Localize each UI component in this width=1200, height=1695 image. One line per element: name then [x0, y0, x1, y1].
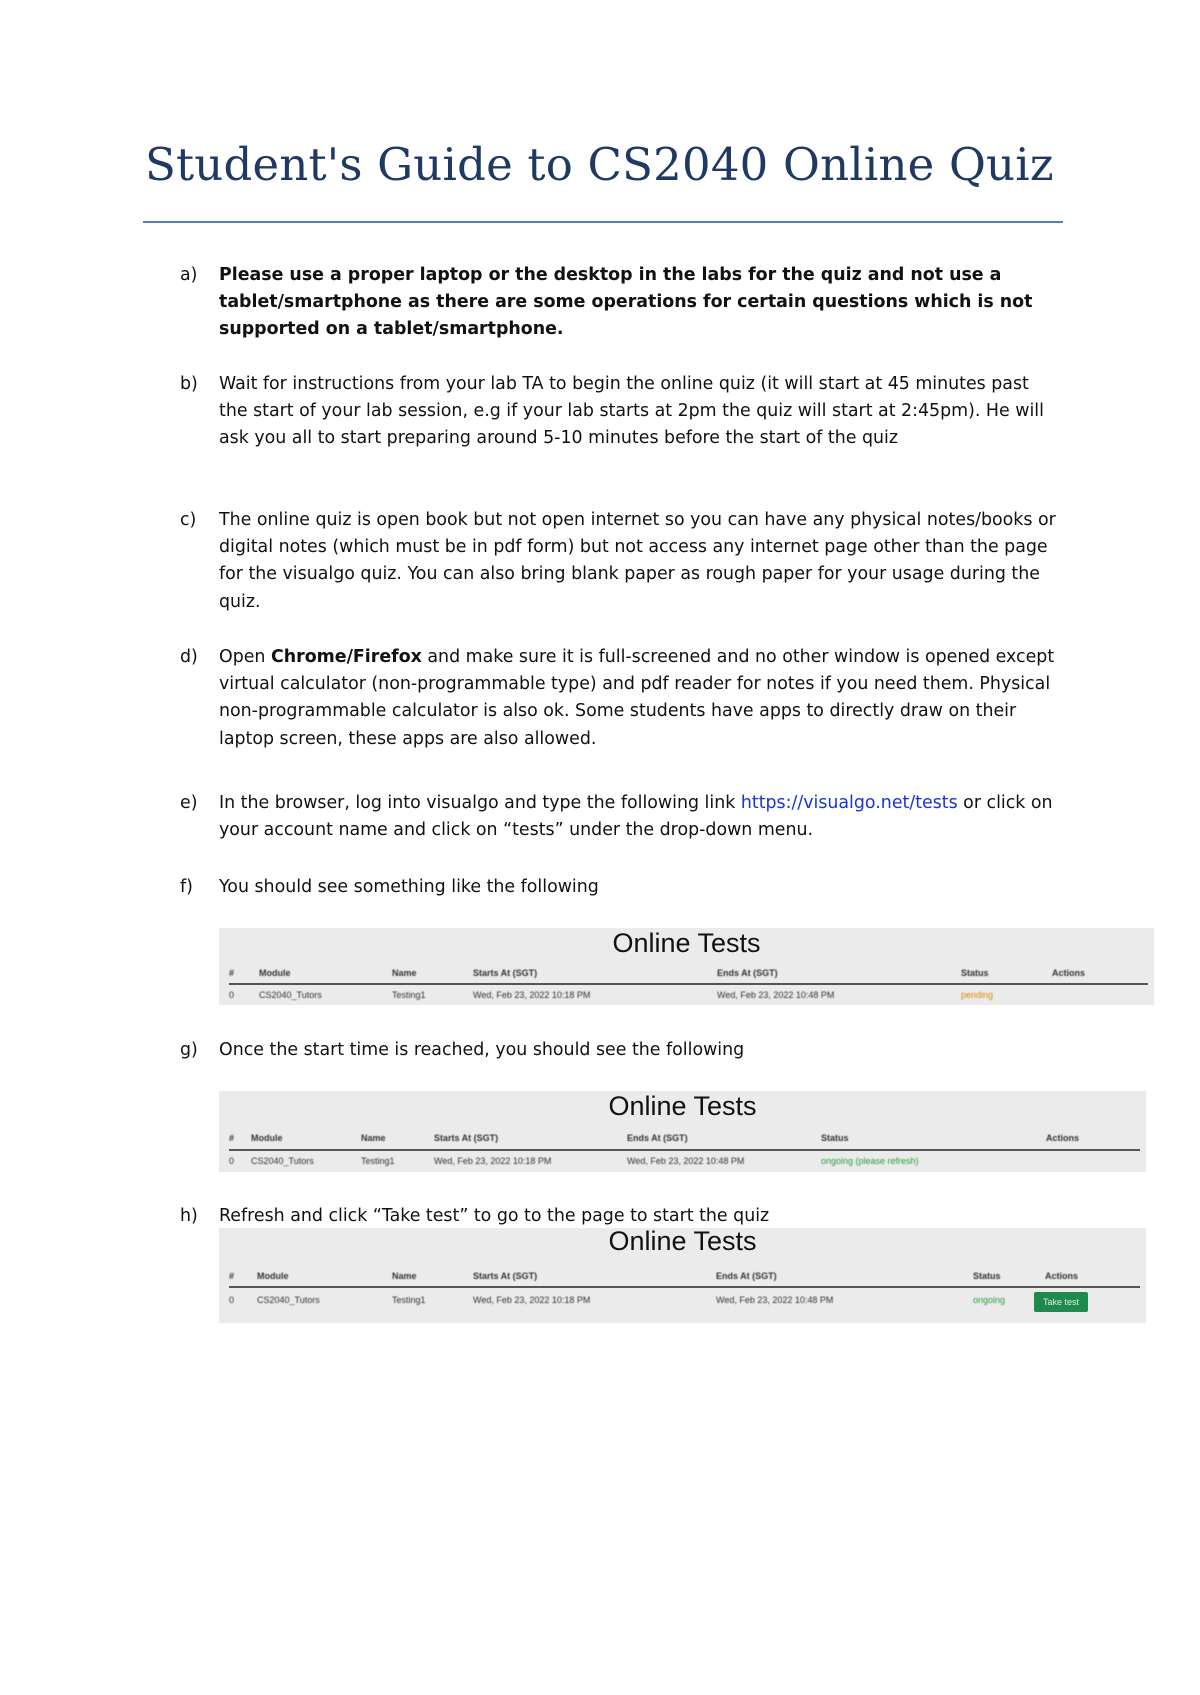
online-tests-heading: Online Tests — [608, 1228, 757, 1256]
col-name: Name — [392, 968, 417, 978]
col-starts: Starts At (SGT) — [473, 968, 538, 978]
item-marker: f) — [180, 877, 193, 897]
col-status: Status — [821, 1133, 849, 1143]
cell-name: Testing1 — [361, 1156, 395, 1166]
cell-module: CS2040_Tutors — [259, 990, 322, 1000]
item-text-suffix: or click on your account name and click on “tests” under the drop-down menu. — [219, 793, 1053, 841]
item-text-prefix: In the browser, log into visualgo and type the following link — [219, 793, 741, 813]
instruction-a — [180, 262, 1060, 344]
col-num: # — [229, 968, 235, 978]
instruction-c — [180, 507, 1060, 616]
item-text-suffix: and make sure it is full-screened and no other window is opened except virtual calculator (non-programmable type) and pdf reader for notes if you need them. Physical non-programmable calculator is also ok. Some students have apps to directly draw on their laptop screen, these apps are also allowed. — [219, 647, 1055, 749]
item-marker: d) — [180, 647, 198, 667]
col-starts: Starts At (SGT) — [434, 1133, 499, 1143]
item-text-prefix: Open — [219, 647, 271, 667]
title-underline — [143, 221, 1063, 223]
item-marker: e) — [180, 793, 198, 813]
cell-module: CS2040_Tutors — [251, 1156, 314, 1166]
instruction-f — [180, 874, 1060, 901]
col-status: Status — [973, 1271, 1001, 1281]
cell-num: 0 — [229, 1295, 235, 1305]
col-starts: Starts At (SGT) — [473, 1271, 538, 1281]
item-text: Please use a proper laptop or the desktop in the labs for the quiz and not use a tablet/smartphone as there are some operations for certain questions which is not supported on a tablet/smartphone. — [219, 265, 1033, 340]
item-marker: a) — [180, 265, 198, 285]
header-rule — [229, 983, 1148, 985]
document-title: Student's Guide to CS2040 Online Quiz — [145, 138, 1054, 191]
col-status: Status — [961, 968, 989, 978]
cell-num: 0 — [229, 1156, 235, 1166]
item-marker: b) — [180, 374, 198, 394]
col-actions: Actions — [1046, 1133, 1080, 1143]
cell-status: pending — [961, 990, 994, 1000]
online-tests-screenshot-take-test — [219, 1228, 1146, 1323]
cell-starts: Wed, Feb 23, 2022 10:18 PM — [473, 1295, 591, 1305]
item-text — [219, 790, 1060, 844]
col-ends: Ends At (SGT) — [716, 1271, 777, 1281]
online-tests-heading: Online Tests — [608, 1091, 757, 1121]
cell-module: CS2040_Tutors — [257, 1295, 320, 1305]
cell-num: 0 — [229, 990, 235, 1000]
item-text: Refresh and click “Take test” to go to the page to start the quiz — [219, 1206, 770, 1226]
item-marker: h) — [180, 1206, 198, 1226]
item-marker: g) — [180, 1040, 198, 1060]
col-module: Module — [259, 968, 291, 978]
instruction-d — [180, 644, 1060, 753]
take-test-button[interactable]: Take test — [1034, 1292, 1088, 1312]
instruction-g — [180, 1037, 1060, 1064]
item-text — [219, 644, 1060, 753]
instruction-b — [180, 371, 1060, 453]
cell-name: Testing1 — [392, 1295, 426, 1305]
cell-starts: Wed, Feb 23, 2022 10:18 PM — [434, 1156, 552, 1166]
header-rule — [229, 1149, 1140, 1151]
instruction-h — [180, 1203, 1060, 1230]
online-tests-heading: Online Tests — [612, 928, 761, 958]
cell-name: Testing1 — [392, 990, 426, 1000]
col-module: Module — [257, 1271, 289, 1281]
col-actions: Actions — [1045, 1271, 1079, 1281]
online-tests-screenshot-pending — [219, 928, 1154, 1005]
item-text: The online quiz is open book but not open internet so you can have any physical notes/books or digital notes (which must be in pdf form) but not access any internet page other than the page for the visualgo quiz. You can also bring blank paper as rough paper for your usage during the quiz. — [219, 510, 1056, 612]
col-num: # — [229, 1271, 235, 1281]
cell-ends: Wed, Feb 23, 2022 10:48 PM — [717, 990, 835, 1000]
browser-names: Chrome/Firefox — [270, 647, 422, 667]
cell-starts: Wed, Feb 23, 2022 10:18 PM — [473, 990, 591, 1000]
col-name: Name — [361, 1133, 386, 1143]
col-ends: Ends At (SGT) — [627, 1133, 688, 1143]
cell-ends: Wed, Feb 23, 2022 10:48 PM — [716, 1295, 834, 1305]
item-marker: c) — [180, 510, 197, 530]
col-ends: Ends At (SGT) — [717, 968, 778, 978]
col-actions: Actions — [1052, 968, 1086, 978]
cell-ends: Wed, Feb 23, 2022 10:48 PM — [627, 1156, 745, 1166]
header-rule — [229, 1286, 1140, 1288]
item-text: You should see something like the following — [219, 877, 599, 897]
cell-status: ongoing — [973, 1295, 1006, 1305]
cell-status: ongoing (please refresh) — [821, 1156, 919, 1166]
col-module: Module — [251, 1133, 283, 1143]
item-text: Wait for instructions from your lab TA to begin the online quiz (it will start at 45 minutes past the start of your lab session, e.g if your lab starts at 2pm the quiz will start at 2:45pm). He will ask you all to start preparing around 5-10 minutes before the start of the quiz — [219, 374, 1044, 449]
tests-link[interactable]: https://visualgo.net/tests — [740, 793, 958, 813]
item-text: Once the start time is reached, you should see the following — [219, 1040, 745, 1060]
instruction-e — [180, 790, 1060, 844]
col-num: # — [229, 1133, 235, 1143]
col-name: Name — [392, 1271, 417, 1281]
online-tests-screenshot-ongoing-refresh — [219, 1091, 1146, 1172]
